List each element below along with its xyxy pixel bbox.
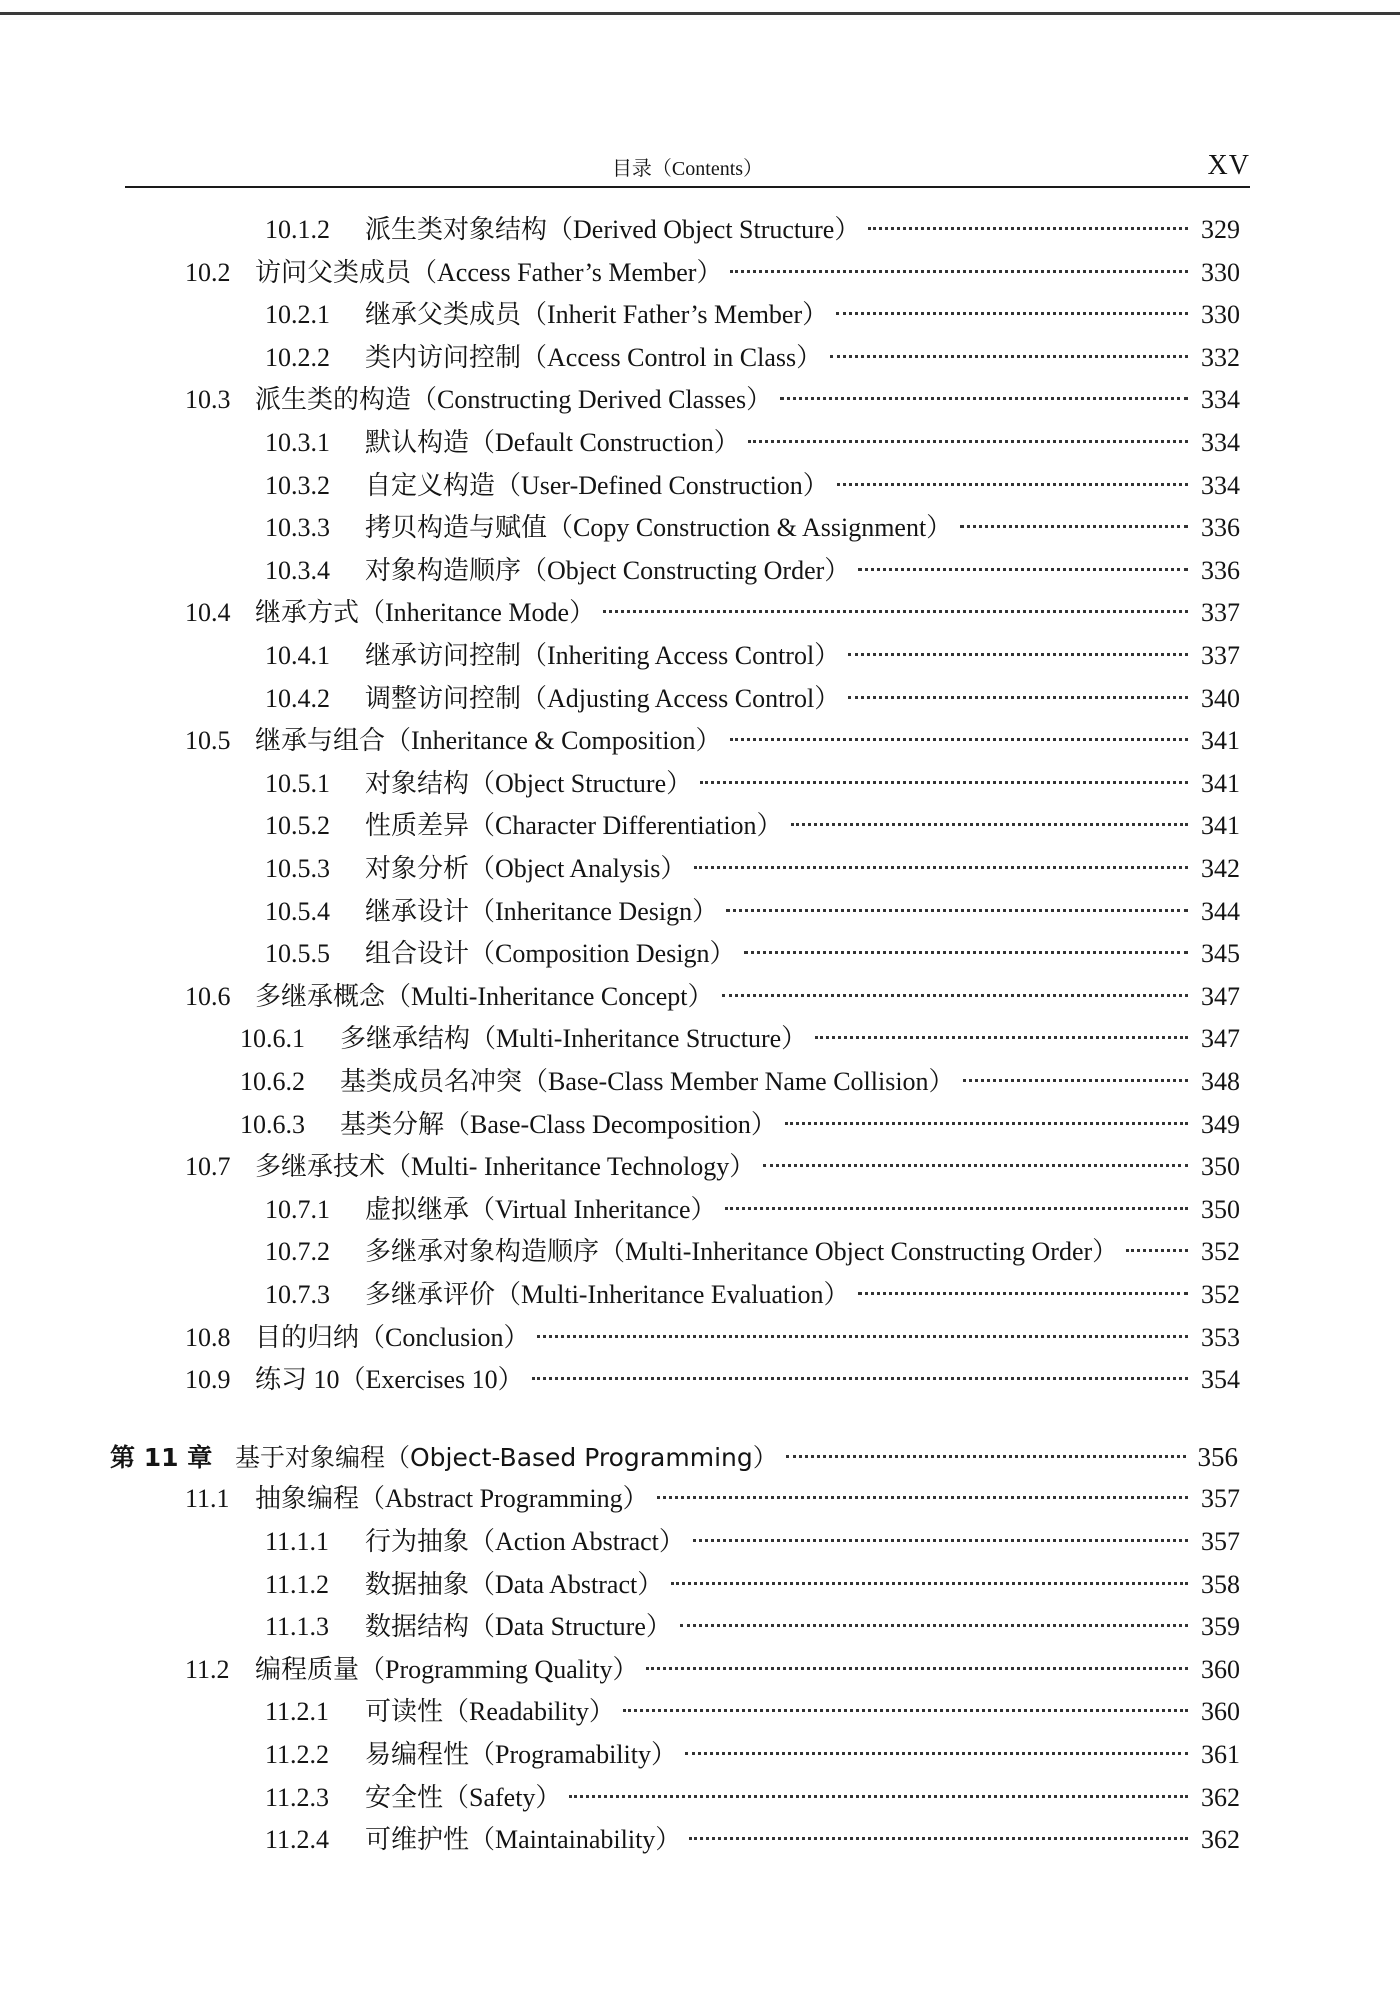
toc-entry-page: 352 (1201, 1237, 1240, 1266)
dot-leader (532, 1377, 1188, 1380)
dot-leader (1126, 1249, 1188, 1252)
toc-entry-title: 派生类对象结构（Derived Object Structure） (365, 215, 861, 244)
toc-entry (265, 1692, 1240, 1732)
toc-entry-number: 10.3.3 (265, 513, 330, 542)
toc-entry-page: 347 (1201, 982, 1240, 1011)
toc-entry-title: 目的归纳（Conclusion） (255, 1323, 530, 1352)
toc-entry-page: 361 (1201, 1740, 1240, 1769)
toc-entry-number: 10.6.3 (240, 1110, 305, 1139)
toc-entry-number: 11.1.1 (265, 1527, 330, 1556)
toc-entry-number: 10.7.3 (265, 1280, 330, 1309)
toc-entry-page: 353 (1201, 1323, 1240, 1352)
dot-leader (730, 738, 1188, 741)
toc-entry-page: 354 (1201, 1365, 1240, 1394)
dot-leader (657, 1496, 1188, 1499)
dot-leader (858, 1292, 1188, 1295)
toc-entry (185, 1479, 1240, 1519)
toc-entry-title: 继承父类成员（Inherit Father’s Member） (365, 300, 829, 329)
toc-entry-page: 334 (1201, 471, 1240, 500)
toc-entry-number: 10.7.1 (265, 1195, 330, 1224)
toc-entry-title: 练习 10（Exercises 10） (255, 1365, 524, 1394)
toc-entry-number: 10.4 (185, 598, 231, 627)
toc-entry (265, 934, 1240, 974)
toc-entry-page: 336 (1201, 513, 1240, 542)
toc-entry (185, 593, 1240, 633)
dot-leader (646, 1667, 1188, 1670)
dot-leader (671, 1582, 1188, 1585)
dot-leader (730, 270, 1188, 273)
toc-entry-number: 10.6.2 (240, 1067, 305, 1096)
toc-entry-page: 358 (1201, 1570, 1240, 1599)
toc-entry-number: 10.6.1 (240, 1024, 305, 1053)
toc-chapter-entry (110, 1437, 1238, 1477)
toc-entry-page: 345 (1201, 939, 1240, 968)
toc-entry-number: 10.7 (185, 1152, 231, 1181)
toc-entry-title: 继承访问控制（Inheriting Access Control） (365, 641, 841, 670)
toc-entry-page: 350 (1201, 1152, 1240, 1181)
toc-entry-number: 10.6 (185, 982, 231, 1011)
dot-leader (537, 1335, 1188, 1338)
toc-entry (265, 508, 1240, 548)
toc-entry-page: 347 (1201, 1024, 1240, 1053)
dot-leader (786, 1455, 1186, 1458)
toc-entry-page: 341 (1201, 726, 1240, 755)
toc-entry-page: 349 (1201, 1110, 1240, 1139)
dot-leader (858, 568, 1188, 571)
dot-leader (569, 1795, 1188, 1798)
toc-entry (265, 849, 1240, 889)
toc-entry-number: 10.2.1 (265, 300, 330, 329)
toc-entry-number: 10.7.2 (265, 1237, 330, 1266)
dot-leader (623, 1709, 1188, 1712)
dot-leader (693, 1539, 1188, 1542)
toc-entry-title: 多继承概念（Multi-Inheritance Concept） (255, 982, 714, 1011)
dot-leader (694, 866, 1188, 869)
dot-leader (725, 1207, 1188, 1210)
toc-entry-page: 332 (1201, 343, 1240, 372)
toc-entry-title: 抽象编程（Abstract Programming） (255, 1484, 649, 1513)
toc-entry-number: 10.2.2 (265, 343, 330, 372)
toc-entry (185, 380, 1240, 420)
toc-entry-title: 易编程性（Programability） (365, 1740, 677, 1769)
dot-leader (848, 696, 1188, 699)
toc-entry-title: 拷贝构造与赋值（Copy Construction & Assignment） (365, 513, 953, 542)
toc-entry-number: 10.5.4 (265, 897, 330, 926)
toc-entry-title: 对象分析（Object Analysis） (365, 854, 687, 883)
toc-entry-number: 11.1.2 (265, 1570, 330, 1599)
toc-entry (265, 551, 1240, 591)
dot-leader (830, 355, 1188, 358)
toc-entry-number: 第 11 章 (110, 1443, 213, 1472)
toc-entry-page: 356 (1197, 1442, 1238, 1472)
toc-entry (265, 892, 1240, 932)
toc-entry (265, 1190, 1240, 1230)
toc-entry (265, 806, 1240, 846)
toc-entry-number: 11.1 (185, 1484, 230, 1513)
toc-entry-title: 调整访问控制（Adjusting Access Control） (365, 684, 841, 713)
dot-leader (700, 781, 1188, 784)
toc-entry-title: 多继承结构（Multi-Inheritance Structure） (340, 1024, 808, 1053)
toc-entry-page: 360 (1201, 1655, 1240, 1684)
toc-entry-title: 可读性（Readability） (365, 1697, 615, 1726)
toc-entry-title: 基类成员名冲突（Base-Class Member Name Collision） (340, 1067, 955, 1096)
toc-entry-title: 自定义构造（User-Defined Construction） (365, 471, 829, 500)
dot-leader (685, 1752, 1188, 1755)
toc-entry-page: 357 (1201, 1484, 1240, 1513)
toc-entry-page: 362 (1201, 1783, 1240, 1812)
toc-entry-number: 11.2.3 (265, 1783, 330, 1812)
toc-entry (240, 1019, 1240, 1059)
toc-entry-number: 11.2.1 (265, 1697, 330, 1726)
toc-entry-page: 337 (1201, 641, 1240, 670)
toc-entry-title: 基于对象编程（Object-Based Programming） (235, 1443, 778, 1472)
toc-entry (265, 1607, 1240, 1647)
toc-entry-number: 10.4.1 (265, 641, 330, 670)
toc-entry-title: 继承与组合（Inheritance & Composition） (255, 726, 722, 755)
toc-entry (240, 1062, 1240, 1102)
toc-entry (265, 1275, 1240, 1315)
toc-entry-number: 10.3 (185, 385, 231, 414)
running-header-title: 目录（Contents） (611, 158, 764, 180)
toc-entry (265, 1735, 1240, 1775)
toc-entry (240, 1105, 1240, 1145)
toc-entry-number: 10.5.3 (265, 854, 330, 883)
dot-leader (963, 1079, 1188, 1082)
toc-entry (265, 466, 1240, 506)
toc-entry-number: 10.5.1 (265, 769, 330, 798)
toc-entry-page: 330 (1201, 258, 1240, 287)
toc-entry-title: 派生类的构造（Constructing Derived Classes） (255, 385, 773, 414)
toc-entry (185, 1650, 1240, 1690)
toc-entry-page: 342 (1201, 854, 1240, 883)
toc-entry (265, 1778, 1240, 1818)
dot-leader (689, 1837, 1188, 1840)
toc-entry-title: 数据结构（Data Structure） (365, 1612, 672, 1641)
toc-entry-page: 341 (1201, 811, 1240, 840)
dot-leader (868, 227, 1188, 230)
toc-entry-title: 数据抽象（Data Abstract） (365, 1570, 664, 1599)
toc-entry-title: 多继承对象构造顺序（Multi-Inheritance Object Constructing Order） (365, 1237, 1119, 1266)
toc-entry-title: 基类分解（Base-Class Decomposition） (340, 1110, 777, 1139)
toc-entry-number: 11.1.3 (265, 1612, 330, 1641)
toc-entry (265, 679, 1240, 719)
toc-entry-number: 10.1.2 (265, 215, 330, 244)
toc-entry (265, 210, 1240, 250)
toc-entry-number: 10.8 (185, 1323, 231, 1352)
toc-entry-page: 357 (1201, 1527, 1240, 1556)
toc-entry-page: 336 (1201, 556, 1240, 585)
dot-leader (780, 397, 1188, 400)
toc-entry (185, 1147, 1240, 1187)
toc-entry-number: 10.3.1 (265, 428, 330, 457)
toc-entry-page: 334 (1201, 428, 1240, 457)
toc-entry (265, 1522, 1240, 1562)
toc-entry-number: 10.4.2 (265, 684, 330, 713)
toc-entry (185, 253, 1240, 293)
toc-entry-number: 10.5 (185, 726, 231, 755)
toc-entry-page: 350 (1201, 1195, 1240, 1224)
toc-entry-number: 11.2.4 (265, 1825, 330, 1854)
toc-entry (265, 1820, 1240, 1860)
toc-entry (265, 295, 1240, 335)
toc-entry-title: 继承方式（Inheritance Mode） (255, 598, 596, 627)
toc-entry-title: 对象结构（Object Structure） (365, 769, 693, 798)
toc-entry (185, 721, 1240, 761)
page-number: XV (1207, 150, 1250, 181)
toc-entry-page: 330 (1201, 300, 1240, 329)
dot-leader (744, 951, 1188, 954)
toc-entry-title: 编程质量（Programming Quality） (255, 1655, 639, 1684)
toc-entry-title: 可维护性（Maintainability） (365, 1825, 682, 1854)
dot-leader (763, 1164, 1188, 1167)
dot-leader (960, 525, 1188, 528)
toc-entry-title: 对象构造顺序（Object Constructing Order） (365, 556, 851, 585)
toc-entry (265, 636, 1240, 676)
toc-entry-title: 多继承技术（Multi- Inheritance Technology） (255, 1152, 756, 1181)
dot-leader (791, 823, 1188, 826)
toc-entry-title: 安全性（Safety） (365, 1783, 562, 1812)
toc-entry-page: 344 (1201, 897, 1240, 926)
dot-leader (726, 909, 1188, 912)
toc-entry-number: 11.2.2 (265, 1740, 330, 1769)
toc-entry-title: 多继承评价（Multi-Inheritance Evaluation） (365, 1280, 850, 1309)
dot-leader (848, 653, 1188, 656)
toc-entry (265, 338, 1240, 378)
toc-entry-title: 性质差异（Character Differentiation） (365, 811, 783, 840)
toc-entry-page: 348 (1201, 1067, 1240, 1096)
toc-entry-title: 访问父类成员（Access Father’s Member） (255, 258, 723, 287)
toc-entry-title: 虚拟继承（Virtual Inheritance） (365, 1195, 717, 1224)
toc-entry-number: 10.5.2 (265, 811, 330, 840)
toc-entry (185, 1318, 1240, 1358)
toc-entry-number: 10.3.2 (265, 471, 330, 500)
toc-entry (185, 1360, 1240, 1400)
toc-entry-number: 10.5.5 (265, 939, 330, 968)
toc-entry-title: 行为抽象（Action Abstract） (365, 1527, 685, 1556)
dot-leader (680, 1624, 1188, 1627)
toc-entry-page: 337 (1201, 598, 1240, 627)
toc-entry-page: 341 (1201, 769, 1240, 798)
toc-entry-number: 11.2 (185, 1655, 230, 1684)
toc-entry-page: 329 (1201, 215, 1240, 244)
toc-entry (265, 423, 1240, 463)
toc-entry (265, 764, 1240, 804)
toc-entry-title: 继承设计（Inheritance Design） (365, 897, 719, 926)
dot-leader (815, 1036, 1188, 1039)
dot-leader (722, 994, 1188, 997)
toc-entry-page: 360 (1201, 1697, 1240, 1726)
toc-entry-page: 352 (1201, 1280, 1240, 1309)
toc-entry-page: 359 (1201, 1612, 1240, 1641)
toc-entry-title: 类内访问控制（Access Control in Class） (365, 343, 823, 372)
dot-leader (785, 1122, 1188, 1125)
dot-leader (603, 610, 1188, 613)
dot-leader (837, 483, 1188, 486)
toc-entry-number: 10.3.4 (265, 556, 330, 585)
toc-entry-page: 340 (1201, 684, 1240, 713)
dot-leader (748, 440, 1188, 443)
toc-entry (265, 1565, 1240, 1605)
toc-entry-title: 默认构造（Default Construction） (365, 428, 740, 457)
dot-leader (836, 312, 1188, 315)
toc-entry-page: 362 (1201, 1825, 1240, 1854)
toc-entry-number: 10.2 (185, 258, 231, 287)
toc-entry-page: 334 (1201, 385, 1240, 414)
toc-entry-number: 10.9 (185, 1365, 231, 1394)
toc-entry-title: 组合设计（Composition Design） (365, 939, 736, 968)
toc-entry (185, 977, 1240, 1017)
toc-entry (265, 1232, 1240, 1272)
